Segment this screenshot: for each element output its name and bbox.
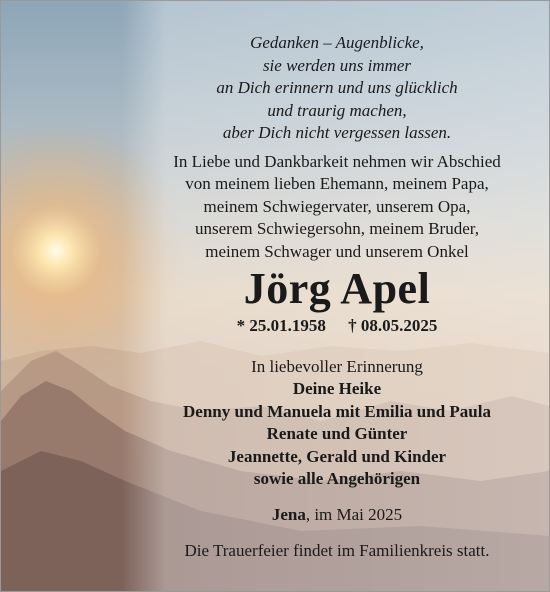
photo-strip [1, 1, 125, 591]
birth-date: * 25.01.1958 [236, 316, 326, 335]
poem-line: aber Dich nicht vergessen lassen. [222, 123, 452, 143]
poem-line: und traurig machen, [267, 100, 407, 120]
obituary-text [125, 1, 549, 591]
intro-line: von meinem lieben Ehemann, meinem Papa, [185, 174, 489, 194]
intro-line: unserem Schwiegersohn, meinem Bruder, [195, 219, 479, 239]
intro-line: In Liebe und Dankbarkeit nehmen wir Abschied [173, 152, 501, 171]
poem-line: an Dich erinnern und uns glücklich [216, 78, 458, 98]
farewell-intro [125, 151, 549, 263]
place-date: , im Mai 2025 [305, 505, 403, 524]
mourner-line: Jeannette, Gerald und Kinder [227, 446, 447, 466]
mourner-line: Renate und Günter [266, 424, 408, 444]
mourner-line: sowie alle Angehörigen [253, 469, 421, 489]
mourner-line: Denny und Manuela mit Emilia und Paula [183, 401, 491, 421]
mourner-line: Deine Heike [292, 379, 382, 399]
mourners-block [125, 356, 549, 490]
intro-line: meinem Schwiegervater, unserem Opa, [203, 196, 471, 216]
memorial-poem [125, 32, 549, 145]
poem-line: sie werden uns immer [262, 55, 412, 75]
poem-line: Gedanken – Augenblicke, [250, 33, 424, 52]
memory-intro: In liebevoller Erinnerung [251, 357, 423, 376]
funeral-note: Die Trauerfeier findet im Familienkreis statt. [184, 541, 490, 560]
place-and-date [125, 504, 549, 526]
intro-line: meinem Schwager und unserem Onkel [205, 241, 469, 261]
life-dates [125, 315, 549, 337]
death-date: † 08.05.2025 [348, 316, 438, 335]
place-name: Jena [271, 505, 306, 524]
deceased-name: Jörg Apel [243, 264, 431, 313]
